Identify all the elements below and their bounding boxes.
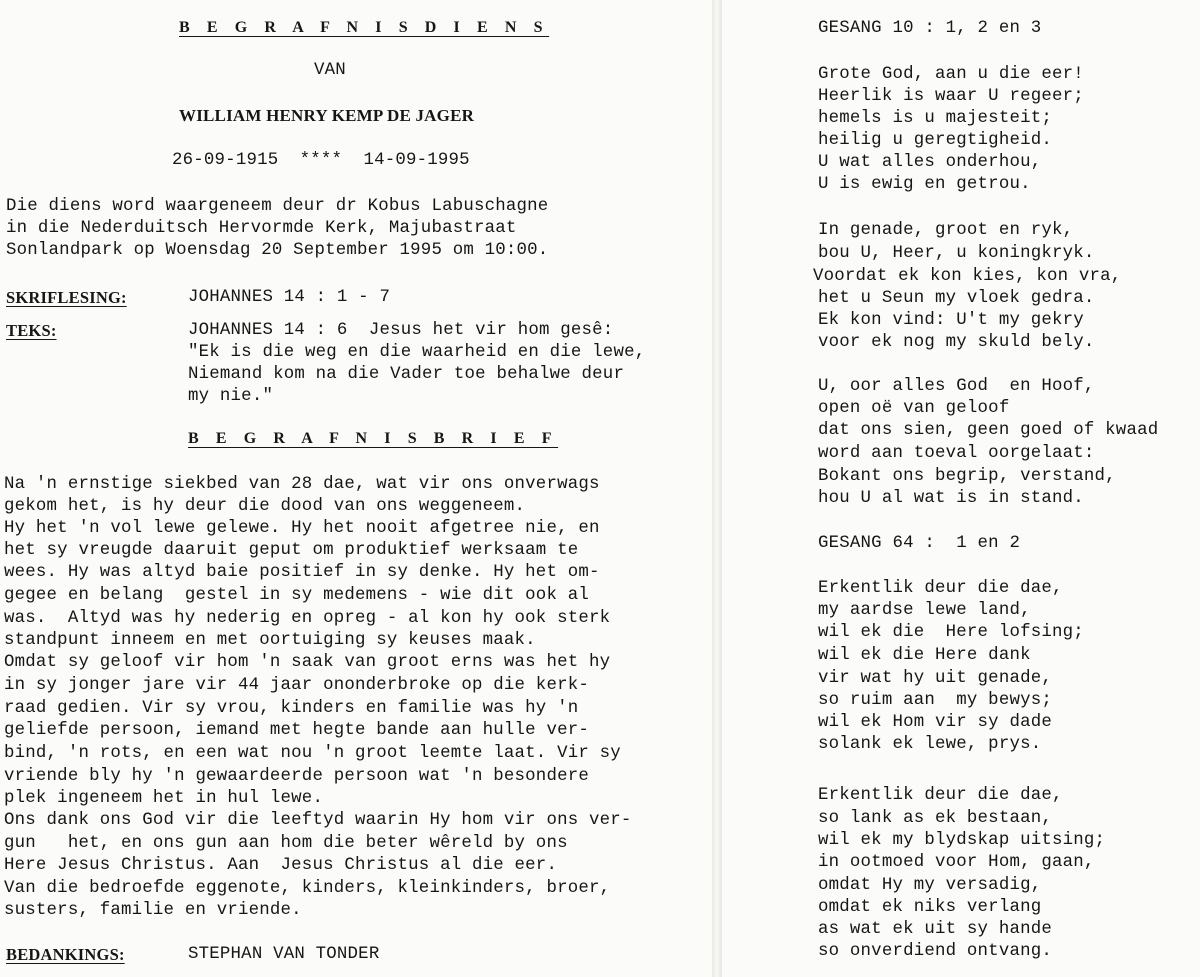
hymn-line: Voordat ek kon kies, kon vra,	[813, 267, 1122, 286]
hymn-line: wil ek die Here lofsing;	[818, 623, 1084, 642]
hymn-line: hou U al wat is in stand.	[818, 489, 1084, 508]
brief-line: geliefde persoon, iemand met hegte bande aan hulle ver-	[4, 721, 589, 740]
hymn-line: open oë van geloof	[818, 399, 1010, 418]
brief-line: Ons dank ons God vir die leeftyd waarin Hy hom vir ons ver-	[4, 811, 632, 830]
text-label: TEKS:	[6, 321, 57, 340]
hymn-line: word aan toeval oorgelaat:	[818, 444, 1095, 463]
hymn-line: wil ek die Here dank	[818, 646, 1031, 665]
text-line: Niemand kom na die Vader toe behalwe deur	[188, 365, 625, 384]
hymn-line: Heerlik is waar U regeer;	[818, 87, 1084, 106]
hymn-line: my aardse lewe land,	[818, 601, 1031, 620]
hymn-line: In genade, groot en ryk,	[818, 221, 1074, 240]
hymn-line: omdat Hy my versadig,	[818, 876, 1042, 895]
deceased-name: WILLIAM HENRY KEMP DE JAGER	[179, 106, 475, 125]
hymn-line: so ruim aan my bewys;	[818, 691, 1052, 710]
service-line: Die diens word waargeneem deur dr Kobus Labuschagne	[6, 197, 549, 216]
hymn-line: Erkentlik deur die dae,	[818, 579, 1063, 598]
hymn-line: wil ek my blydskap uitsing;	[818, 831, 1106, 850]
life-dates: 26-09-1915 **** 14-09-1995	[172, 151, 470, 170]
hymn-line: Ek kon vind: U't my gekry	[818, 311, 1084, 330]
hymn-line: dat ons sien, geen goed of kwaad	[818, 421, 1159, 440]
text-line: "Ek is die weg en die waarheid en die lewe,	[188, 343, 646, 362]
brief-line: raad gedien. Vir sy vrou, kinders en familie was hy 'n	[4, 699, 579, 718]
page-fold	[712, 0, 722, 977]
hymn-line: heilig u geregtigheid.	[818, 131, 1052, 150]
hymn-title: GESANG 10 : 1, 2 en 3	[818, 19, 1042, 38]
brief-line: Van die bedroefde eggenote, kinders, kleinkinders, broer,	[4, 879, 611, 898]
scripture-label: SKRIFLESING:	[6, 288, 127, 307]
text-line: JOHANNES 14 : 6 Jesus het vir hom gesê:	[188, 321, 614, 340]
brief-line: wees. Hy was altyd baie positief in sy denke. Hy het om-	[4, 563, 600, 582]
brief-line: het sy vreugde daaruit geput om produktief werksaam te	[4, 541, 579, 560]
van-label: VAN	[314, 61, 346, 80]
hymn-line: so onverdiend ontvang.	[818, 942, 1052, 961]
page-title: B E G R A F N I S D I E N S	[179, 19, 550, 36]
brief-line: susters, familie en vriende.	[4, 901, 302, 920]
hymn-line: U, oor alles God en Hoof,	[818, 377, 1095, 396]
scripture-value: JOHANNES 14 : 1 - 7	[188, 288, 391, 307]
hymn-line: het u Seun my vloek gedra.	[818, 289, 1095, 308]
hymn-line: in ootmoed voor Hom, gaan,	[818, 853, 1095, 872]
hymn-line: vir wat hy uit genade,	[818, 669, 1052, 688]
right-page	[722, 0, 1200, 977]
thanks-label: BEDANKINGS:	[6, 945, 125, 964]
hymn-line: so lank as ek bestaan,	[818, 809, 1052, 828]
hymn-line: U is ewig en getrou.	[818, 175, 1031, 194]
brief-heading: B E G R A F N I S B R I E F	[188, 430, 559, 447]
hymn-line: omdat ek niks verlang	[818, 898, 1042, 917]
brief-line: was. Altyd was hy nederig en opreg - al kon hy ook sterk	[4, 609, 611, 628]
brief-line: Na 'n ernstige siekbed van 28 dae, wat vir ons onverwags	[4, 475, 600, 494]
hymn-line: bou U, Heer, u koningkryk.	[818, 244, 1095, 263]
hymn-line: voor ek nog my skuld bely.	[818, 333, 1095, 352]
hymn-line: Erkentlik deur die dae,	[818, 786, 1063, 805]
hymn-line: as wat ek uit sy hande	[818, 920, 1052, 939]
brief-line: Here Jesus Christus. Aan Jesus Christus al die eer.	[4, 856, 558, 875]
brief-line: Omdat sy geloof vir hom 'n saak van groot erns was het hy	[4, 653, 611, 672]
brief-line: Hy het 'n vol lewe gelewe. Hy het nooit afgetree nie, en	[4, 519, 600, 538]
text-line: my nie."	[188, 387, 274, 406]
brief-line: gun het, en ons gun aan hom die beter wêreld by ons	[4, 834, 568, 853]
hymn-title: GESANG 64 : 1 en 2	[818, 534, 1021, 553]
service-line: Sonlandpark op Woensdag 20 September 1995 om 10:00.	[6, 241, 549, 260]
hymn-line: wil ek Hom vir sy dade	[818, 713, 1052, 732]
brief-line: gegee en belang gestel in sy medemens - wie dit ook al	[4, 586, 589, 605]
brief-line: in sy jonger jare vir 44 jaar ononderbroke op die kerk-	[4, 676, 589, 695]
brief-line: gekom het, is hy deur die dood van ons weggeneem.	[4, 497, 526, 516]
thanks-value: STEPHAN VAN TONDER	[188, 945, 380, 964]
hymn-line: Grote God, aan u die eer!	[818, 65, 1084, 84]
hymn-line: solank ek lewe, prys.	[818, 735, 1042, 754]
hymn-line: U wat alles onderhou,	[818, 153, 1042, 172]
hymn-line: Bokant ons begrip, verstand,	[818, 467, 1116, 486]
brief-line: standpunt inneem en met oortuiging sy keuses maak.	[4, 631, 536, 650]
brief-line: plek ingeneem het in hul lewe.	[4, 789, 324, 808]
hymn-line: hemels is u majesteit;	[818, 109, 1052, 128]
service-line: in die Nederduitsch Hervormde Kerk, Majubastraat	[6, 219, 517, 238]
brief-line: vriende bly hy 'n gewaardeerde persoon wat 'n besondere	[4, 767, 589, 786]
brief-line: bind, 'n rots, en een wat nou 'n groot leemte laat. Vir sy	[4, 744, 621, 763]
